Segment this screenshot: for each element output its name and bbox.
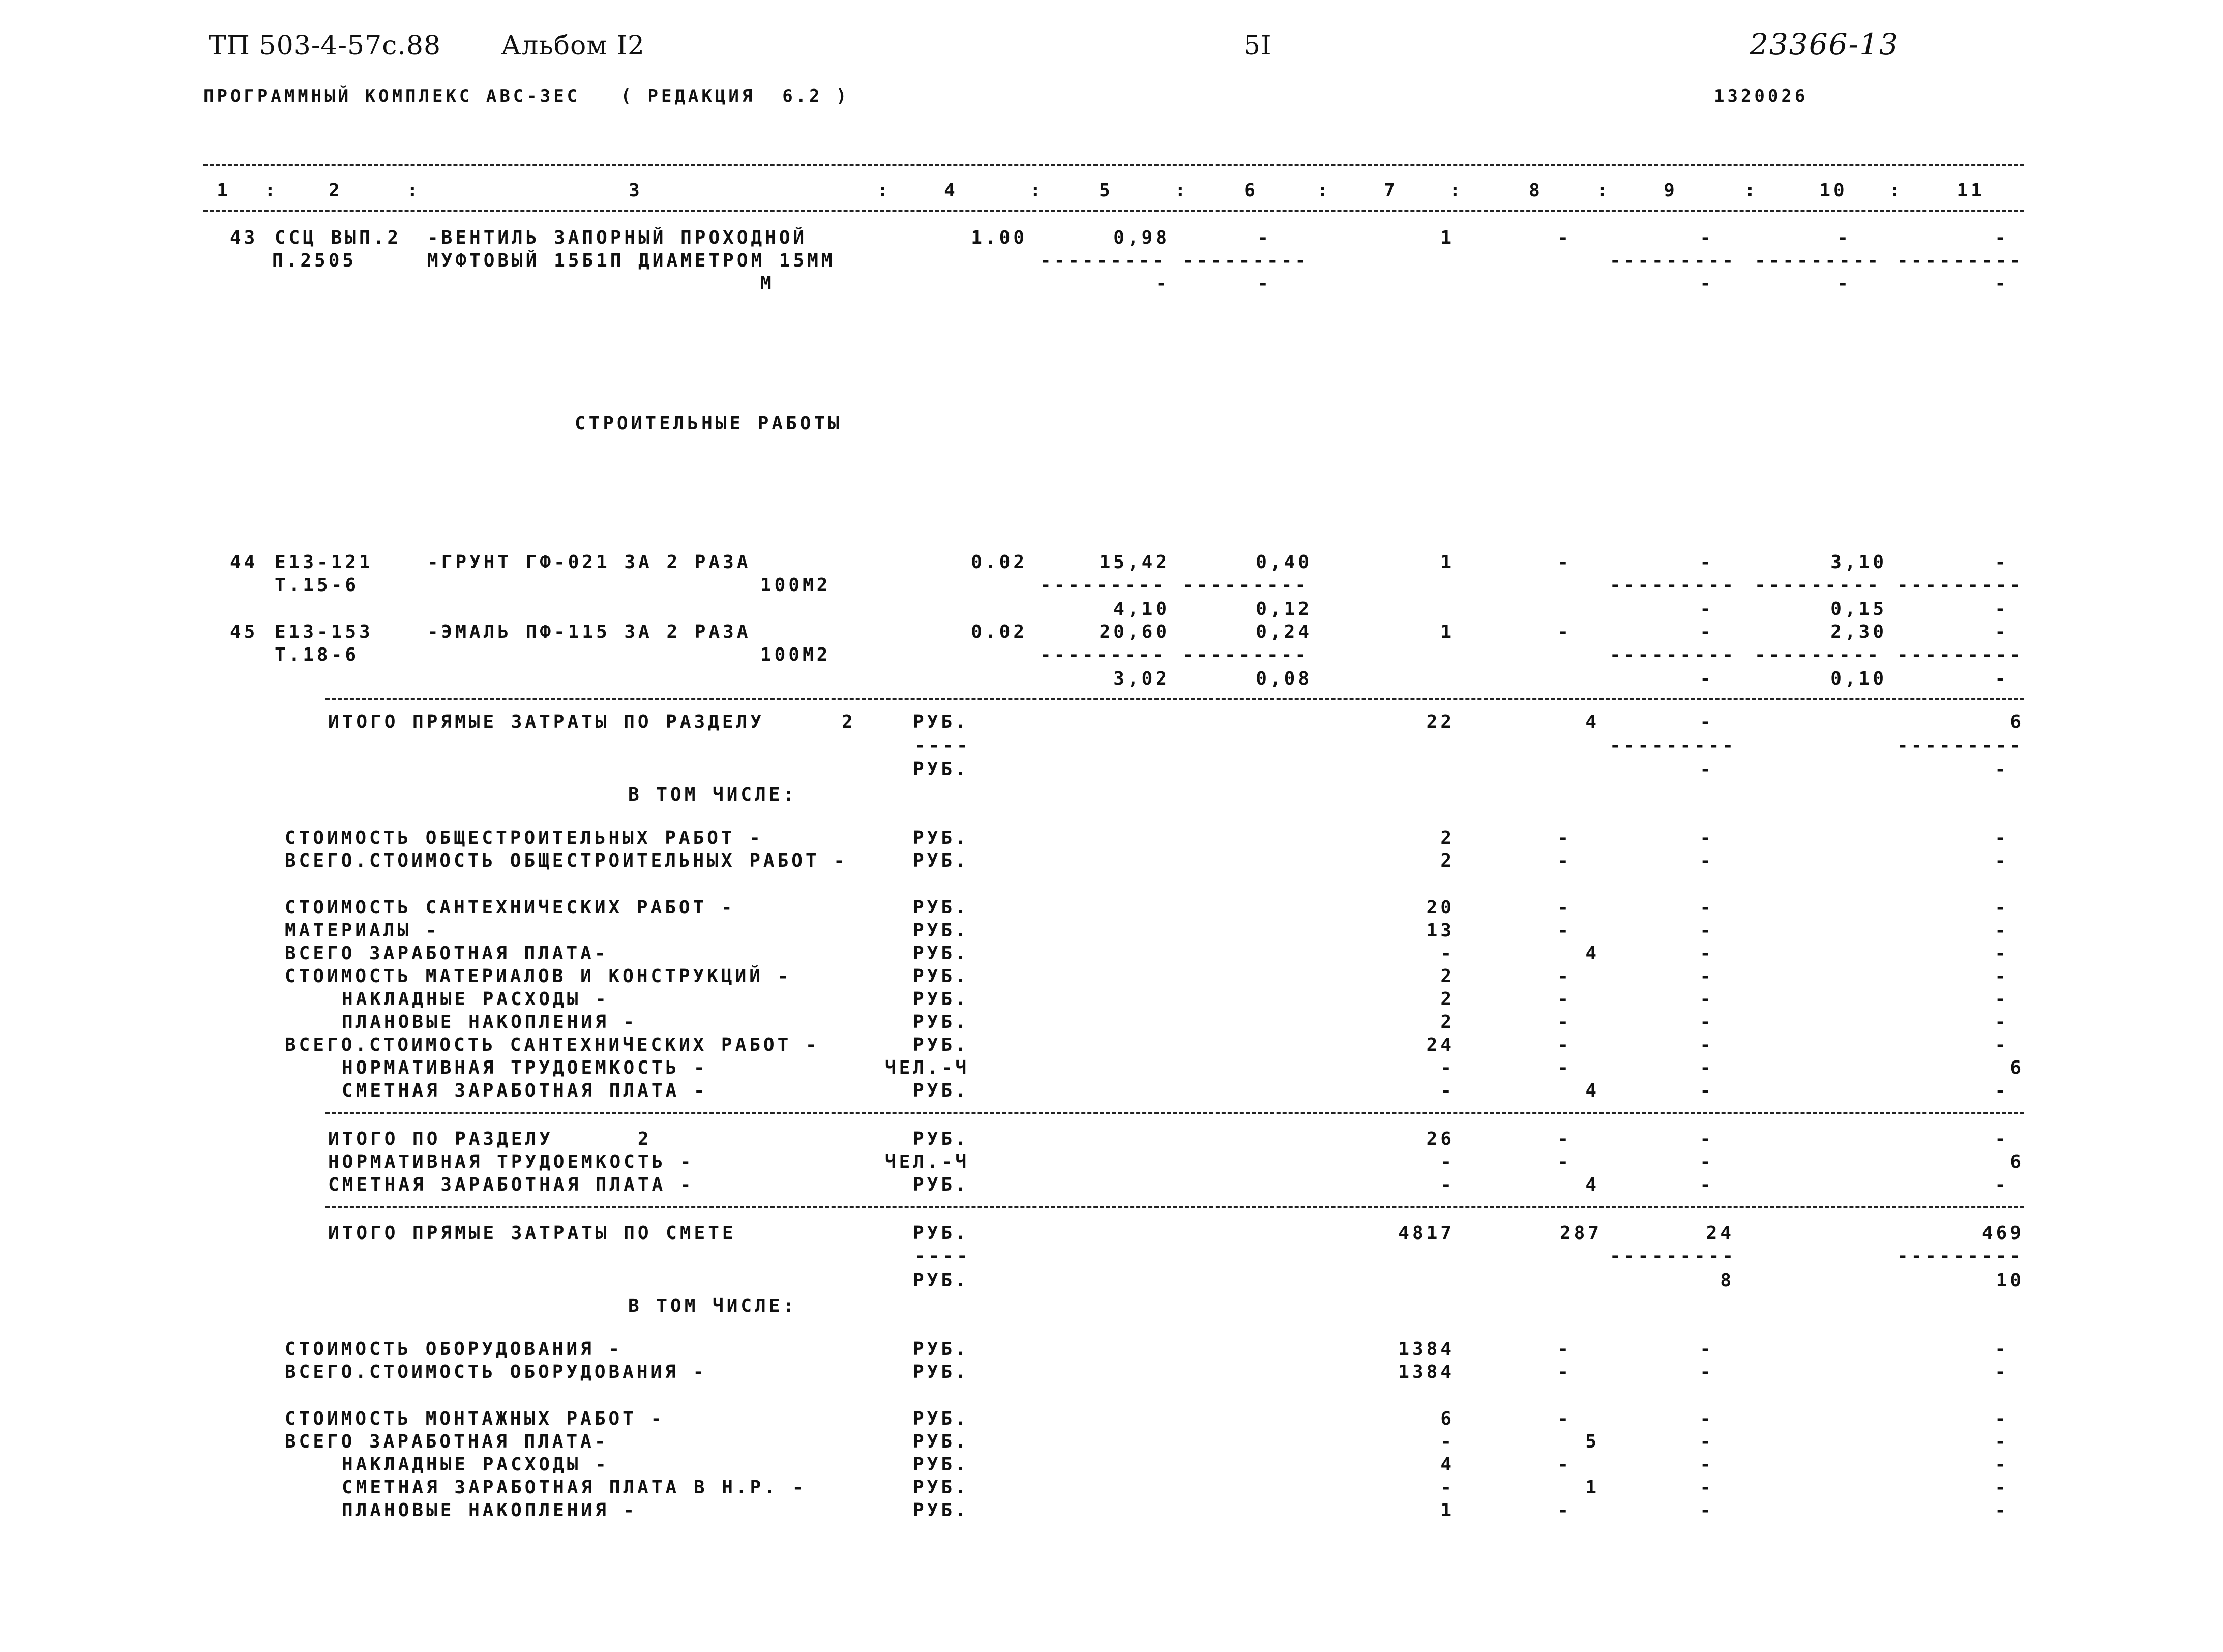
total-label: ИТОГО ПРЯМЫЕ ЗАТРАТЫ ПО СМЕТЕ [328, 1223, 736, 1244]
row-col7: 1384 [1398, 1362, 1455, 1382]
col-sep: : [1597, 180, 1611, 201]
row-col9: - [1700, 920, 1714, 941]
item-col11: - [1995, 622, 2009, 642]
sub-dashes: --------- [1182, 250, 1310, 271]
item-sub-col10: - [1837, 273, 1851, 294]
row-col9: - [1700, 1080, 1714, 1101]
total-section-no: 2 [842, 712, 856, 732]
col-sep: : [1030, 180, 1044, 201]
col-sep: : [1744, 180, 1759, 201]
row-col11: - [1995, 1035, 2009, 1055]
row-col11: - [1995, 966, 2009, 987]
row-col11: - [1995, 1431, 2009, 1452]
item-col9: - [1700, 622, 1714, 642]
col-6: 6 [1244, 180, 1258, 201]
sub-dashes: --------- [1040, 644, 1167, 665]
sub-dashes: --------- [1610, 735, 1737, 756]
row-col8: - [1557, 989, 1572, 1010]
item-col8: - [1557, 622, 1572, 642]
row-label: НАКЛАДНЫЕ РАСХОДЫ - [342, 1454, 609, 1475]
item-code: Е13-121 [275, 552, 373, 573]
row-col11: - [1995, 920, 2009, 941]
row-col11: - [1995, 1174, 2009, 1195]
row-col9: - [1700, 943, 1714, 964]
col-sep: : [1175, 180, 1189, 201]
row-col8: - [1557, 1362, 1572, 1382]
sub-dashes: --------- [1755, 250, 1882, 271]
col-4: 4 [944, 180, 958, 201]
row-col8: - [1557, 920, 1572, 941]
row-col8: - [1557, 828, 1572, 848]
col-3: 3 [629, 180, 643, 201]
item-qty: 0.02 [971, 552, 1027, 573]
row-label: СТОИМОСТЬ МОНТАЖНЫХ РАБОТ - [285, 1408, 665, 1429]
row-col8: - [1557, 1012, 1572, 1032]
item-col5: 20,60 [1099, 622, 1170, 642]
col-sep: : [877, 180, 892, 201]
col-sep: : [1889, 180, 1904, 201]
row-unit: РУБ. [913, 920, 969, 941]
row-col7: 4 [1440, 1454, 1455, 1475]
table-top-rule [203, 164, 2024, 166]
col-sep: : [264, 180, 279, 201]
item-qty: 1.00 [971, 227, 1027, 248]
row-unit: РУБ. [913, 1012, 969, 1032]
row-unit: ЧЕЛ.-Ч [885, 1152, 970, 1172]
row-col9: - [1700, 1477, 1714, 1498]
item-qty: 0.02 [971, 622, 1027, 642]
row-col9: - [1700, 1454, 1714, 1475]
total-col8: 4 [1585, 712, 1599, 732]
row-col8: - [1557, 850, 1572, 871]
item-col9: - [1700, 227, 1714, 248]
row-col8: - [1557, 1057, 1572, 1078]
row-col7: 2 [1440, 850, 1455, 871]
sub-dashes: --------- [1610, 1246, 1737, 1266]
doc-number: 1320026 [1714, 86, 1809, 106]
sub-dashes: --------- [1755, 575, 1882, 596]
handwritten-archive-number: 23366-13 [1750, 27, 1899, 62]
row-col7: 1384 [1398, 1339, 1455, 1360]
section-heading: СТРОИТЕЛЬНЫЕ РАБОТЫ [575, 413, 842, 434]
row-col7: - [1440, 1152, 1455, 1172]
row-label: ВСЕГО.СТОИМОСТЬ ОБЩЕСТРОИТЕЛЬНЫХ РАБОТ - [285, 850, 848, 871]
row-unit: РУБ. [913, 966, 969, 987]
row-col11: - [1995, 943, 2009, 964]
sub-dashes: --------- [1897, 250, 2024, 271]
item-col6: - [1257, 227, 1271, 248]
row-col11: - [1995, 1129, 2009, 1149]
item-col11: - [1995, 552, 2009, 573]
row-col8: 1 [1585, 1477, 1599, 1498]
item-sub-col5: - [1155, 273, 1170, 294]
row-col11: - [1995, 1339, 2009, 1360]
total-col7: 4817 [1398, 1223, 1455, 1244]
item-sub-col5: 4,10 [1113, 599, 1170, 620]
row-col7: - [1440, 1477, 1455, 1498]
row-col8: - [1557, 1129, 1572, 1149]
row-col9: - [1700, 1057, 1714, 1078]
row-label: СМЕТНАЯ ЗАРАБОТНАЯ ПЛАТА - [342, 1080, 708, 1101]
row-col8: - [1557, 897, 1572, 918]
item-sub-col9: - [1700, 599, 1714, 620]
row-col9: - [1700, 828, 1714, 848]
row-label: ПЛАНОВЫЕ НАКОПЛЕНИЯ - [342, 1012, 638, 1032]
item-col5: 15,42 [1099, 552, 1170, 573]
row-col7: 26 [1426, 1129, 1455, 1149]
row-col8: 4 [1585, 943, 1599, 964]
item-sub-col11: - [1995, 668, 2009, 689]
row-col8: - [1557, 966, 1572, 987]
total-col7: 22 [1426, 712, 1455, 732]
row-label: ВСЕГО ЗАРАБОТНАЯ ПЛАТА- [285, 1431, 609, 1452]
row-col11: 6 [2010, 1152, 2024, 1172]
row-unit: РУБ. [913, 1174, 969, 1195]
row-label: ПЛАНОВЫЕ НАКОПЛЕНИЯ - [342, 1500, 638, 1521]
row-col8: - [1557, 1500, 1572, 1521]
col-9: 9 [1664, 180, 1678, 201]
item-number: 43 [230, 227, 258, 248]
col-11: 11 [1957, 180, 1985, 201]
sub-dashes: --------- [1040, 250, 1167, 271]
row-unit: РУБ. [913, 1408, 969, 1429]
including-heading: В ТОМ ЧИСЛЕ: [628, 1295, 797, 1316]
row-col11: - [1995, 850, 2009, 871]
sub-dashes: --------- [1610, 644, 1737, 665]
header-bottom-rule [203, 210, 2024, 212]
row-col7: 2 [1440, 828, 1455, 848]
row-label: СТОИМОСТЬ ОБОРУДОВАНИЯ - [285, 1339, 623, 1360]
row-col11: - [1995, 1080, 2009, 1101]
item-sub-col6: 0,12 [1256, 599, 1312, 620]
row-label: НАКЛАДНЫЕ РАСХОДЫ - [342, 989, 609, 1010]
row-col7: - [1440, 943, 1455, 964]
item-code-ref: П.2505 [272, 250, 357, 271]
item-code-ref: Т.18-6 [275, 644, 360, 665]
row-col8: - [1557, 1035, 1572, 1055]
item-col7: 1 [1440, 552, 1455, 573]
total-sub-col9: - [1700, 759, 1714, 780]
row-col8: 4 [1585, 1080, 1599, 1101]
row-col11: - [1995, 1454, 2009, 1475]
row-col11: - [1995, 1362, 2009, 1382]
sub-dashes: ---- [914, 735, 971, 756]
sub-dashes: --------- [1897, 735, 2024, 756]
row-col11: - [1995, 828, 2009, 848]
row-label: ВСЕГО ЗАРАБОТНАЯ ПЛАТА- [285, 943, 609, 964]
item-sub-col6: - [1257, 273, 1271, 294]
row-col7: 13 [1426, 920, 1455, 941]
row-col9: - [1700, 1174, 1714, 1195]
row-unit: РУБ. [913, 1080, 969, 1101]
item-name: -ВЕНТИЛЬ ЗАПОРНЫЙ ПРОХОДНОЙ [427, 227, 808, 248]
row-label: СТОИМОСТЬ МАТЕРИАЛОВ И КОНСТРУКЦИЙ - [285, 966, 792, 987]
row-unit: РУБ. [913, 1035, 969, 1055]
item-name: -ЭМАЛЬ ПФ-115 ЗА 2 РАЗА [427, 622, 751, 642]
row-col7: 20 [1426, 897, 1455, 918]
row-col9: - [1700, 1362, 1714, 1382]
row-unit: РУБ. [913, 1431, 969, 1452]
row-label: СТОИМОСТЬ САНТЕХНИЧЕСКИХ РАБОТ - [285, 897, 735, 918]
item-sub-col10: 0,10 [1830, 668, 1887, 689]
row-col7: 6 [1440, 1408, 1455, 1429]
item-sub-col5: 3,02 [1113, 668, 1170, 689]
row-col9: - [1700, 1408, 1714, 1429]
row-col11: - [1995, 897, 2009, 918]
sub-dashes: --------- [1182, 575, 1310, 596]
row-col7: 2 [1440, 966, 1455, 987]
item-col7: 1 [1440, 227, 1455, 248]
page-number: 5I [1243, 31, 1272, 61]
total-sub-col11: 10 [1996, 1270, 2024, 1291]
estimate-total-rule [325, 1206, 2024, 1208]
total-unit: РУБ. [913, 712, 969, 732]
row-col11: - [1995, 1012, 2009, 1032]
item-sub-col11: - [1995, 599, 2009, 620]
sub-dashes: ---- [914, 1246, 971, 1266]
item-code: ССЦ ВЫП.2 [275, 227, 402, 248]
row-label: СМЕТНАЯ ЗАРАБОТНАЯ ПЛАТА В Н.Р. - [342, 1477, 807, 1498]
col-1: 1 [217, 180, 231, 201]
row-unit: РУБ. [913, 1339, 969, 1360]
item-col10: 2,30 [1830, 622, 1887, 642]
row-unit: РУБ. [913, 943, 969, 964]
item-col11: - [1995, 227, 2009, 248]
item-name-cont: МУФТОВЫЙ 15Б1П ДИАМЕТРОМ 15ММ [427, 250, 836, 271]
including-heading: В ТОМ ЧИСЛЕ: [628, 784, 797, 805]
col-8: 8 [1529, 180, 1543, 201]
row-col7: 2 [1440, 989, 1455, 1010]
item-col8: - [1557, 227, 1572, 248]
sub-dashes: --------- [1897, 575, 2024, 596]
row-col9: - [1700, 1500, 1714, 1521]
row-label: НОРМАТИВНАЯ ТРУДОЕМКОСТЬ - [342, 1057, 708, 1078]
row-col9: - [1700, 1431, 1714, 1452]
col-7: 7 [1384, 180, 1398, 201]
item-col9: - [1700, 552, 1714, 573]
row-unit: РУБ. [913, 1129, 969, 1149]
sub-dashes: --------- [1610, 250, 1737, 271]
total-label: ИТОГО ПРЯМЫЕ ЗАТРАТЫ ПО РАЗДЕЛУ [328, 712, 764, 732]
item-code-ref: Т.15-6 [275, 575, 360, 596]
item-col6: 0,24 [1256, 622, 1312, 642]
sub-dashes: --------- [1182, 644, 1310, 665]
row-label: ИТОГО ПО РАЗДЕЛУ 2 [328, 1129, 652, 1149]
sub-dashes: --------- [1897, 644, 2024, 665]
total-unit-sub: РУБ. [913, 1270, 969, 1291]
row-col7: 24 [1426, 1035, 1455, 1055]
row-col8: 5 [1585, 1431, 1599, 1452]
total-col11: 6 [2010, 712, 2024, 732]
col-sep: : [407, 180, 421, 201]
total-col8: 287 [1559, 1223, 1602, 1244]
row-label: ВСЕГО.СТОИМОСТЬ САНТЕХНИЧЕСКИХ РАБОТ - [285, 1035, 820, 1055]
row-col8: - [1557, 1408, 1572, 1429]
item-sub-col10: 0,15 [1830, 599, 1887, 620]
item-col10: 3,10 [1830, 552, 1887, 573]
row-col9: - [1700, 989, 1714, 1010]
item-unit: 100М2 [760, 575, 831, 596]
row-col9: - [1700, 1035, 1714, 1055]
sub-dashes: --------- [1897, 1246, 2024, 1266]
row-col8: - [1557, 1339, 1572, 1360]
item-sub-col11: - [1995, 273, 2009, 294]
total-col11: 469 [1981, 1223, 2024, 1244]
row-unit: РУБ. [913, 1454, 969, 1475]
row-unit: РУБ. [913, 1362, 969, 1382]
row-col9: - [1700, 850, 1714, 871]
row-unit: РУБ. [913, 828, 969, 848]
item-number: 45 [230, 622, 258, 642]
row-unit: РУБ. [913, 1477, 969, 1498]
row-label: СМЕТНАЯ ЗАРАБОТНАЯ ПЛАТА - [328, 1174, 694, 1195]
item-unit: М [760, 273, 775, 294]
total-col9: 24 [1706, 1223, 1734, 1244]
row-col7: 2 [1440, 1012, 1455, 1032]
item-col10: - [1837, 227, 1851, 248]
item-code: Е13-153 [275, 622, 373, 642]
item-col5: 0,98 [1113, 227, 1170, 248]
album-label: Альбом I2 [501, 31, 645, 61]
row-col7: - [1440, 1080, 1455, 1101]
row-col9: - [1700, 1339, 1714, 1360]
row-col7: 1 [1440, 1500, 1455, 1521]
row-col11: - [1995, 1477, 2009, 1498]
row-col7: - [1440, 1431, 1455, 1452]
item-unit: 100М2 [760, 644, 831, 665]
row-unit: РУБ. [913, 989, 969, 1010]
row-col7: - [1440, 1057, 1455, 1078]
row-unit: РУБ. [913, 850, 969, 871]
row-col9: - [1700, 1129, 1714, 1149]
col-5: 5 [1099, 180, 1113, 201]
row-col8: - [1557, 1454, 1572, 1475]
total-sub-col11: - [1995, 759, 2009, 780]
col-10: 10 [1819, 180, 1848, 201]
item-name: -ГРУНТ ГФ-021 ЗА 2 РАЗА [427, 552, 751, 573]
item-col8: - [1557, 552, 1572, 573]
row-col8: 4 [1585, 1174, 1599, 1195]
sub-dashes: --------- [1755, 644, 1882, 665]
item-number: 44 [230, 552, 258, 573]
program-title: ПРОГРАММНЫЙ КОМПЛЕКС АВС-3ЕС ( РЕДАКЦИЯ 6.2 ) [203, 86, 850, 106]
col-sep: : [1449, 180, 1464, 201]
row-label: СТОИМОСТЬ ОБЩЕСТРОИТЕЛЬНЫХ РАБОТ - [285, 828, 763, 848]
total-unit-sub: РУБ. [913, 759, 969, 780]
row-col9: - [1700, 1152, 1714, 1172]
row-label: ВСЕГО.СТОИМОСТЬ ОБОРУДОВАНИЯ - [285, 1362, 707, 1382]
doc-code: ТП 503-4-57с.88 [209, 31, 441, 61]
row-unit: РУБ. [913, 1500, 969, 1521]
row-unit: РУБ. [913, 897, 969, 918]
total-sub-col9: 8 [1720, 1270, 1734, 1291]
section-total-rule [325, 698, 2024, 700]
total-col9: - [1700, 712, 1714, 732]
row-col11: - [1995, 1408, 2009, 1429]
col-sep: : [1317, 180, 1331, 201]
row-col11: - [1995, 989, 2009, 1010]
row-col11: - [1995, 1500, 2009, 1521]
section-summary-rule [325, 1112, 2024, 1114]
row-label: НОРМАТИВНАЯ ТРУДОЕМКОСТЬ - [328, 1152, 694, 1172]
row-unit: ЧЕЛ.-Ч [885, 1057, 970, 1078]
total-unit: РУБ. [913, 1223, 969, 1244]
col-2: 2 [329, 180, 343, 201]
sub-dashes: --------- [1610, 575, 1737, 596]
row-col8: - [1557, 1152, 1572, 1172]
sub-dashes: --------- [1040, 575, 1167, 596]
row-col7: - [1440, 1174, 1455, 1195]
item-sub-col9: - [1700, 668, 1714, 689]
item-col7: 1 [1440, 622, 1455, 642]
item-col6: 0,40 [1256, 552, 1312, 573]
item-sub-col6: 0,08 [1256, 668, 1312, 689]
row-col11: 6 [2010, 1057, 2024, 1078]
item-sub-col9: - [1700, 273, 1714, 294]
row-col9: - [1700, 1012, 1714, 1032]
row-label: МАТЕРИАЛЫ - [285, 920, 440, 941]
row-col9: - [1700, 966, 1714, 987]
row-col9: - [1700, 897, 1714, 918]
